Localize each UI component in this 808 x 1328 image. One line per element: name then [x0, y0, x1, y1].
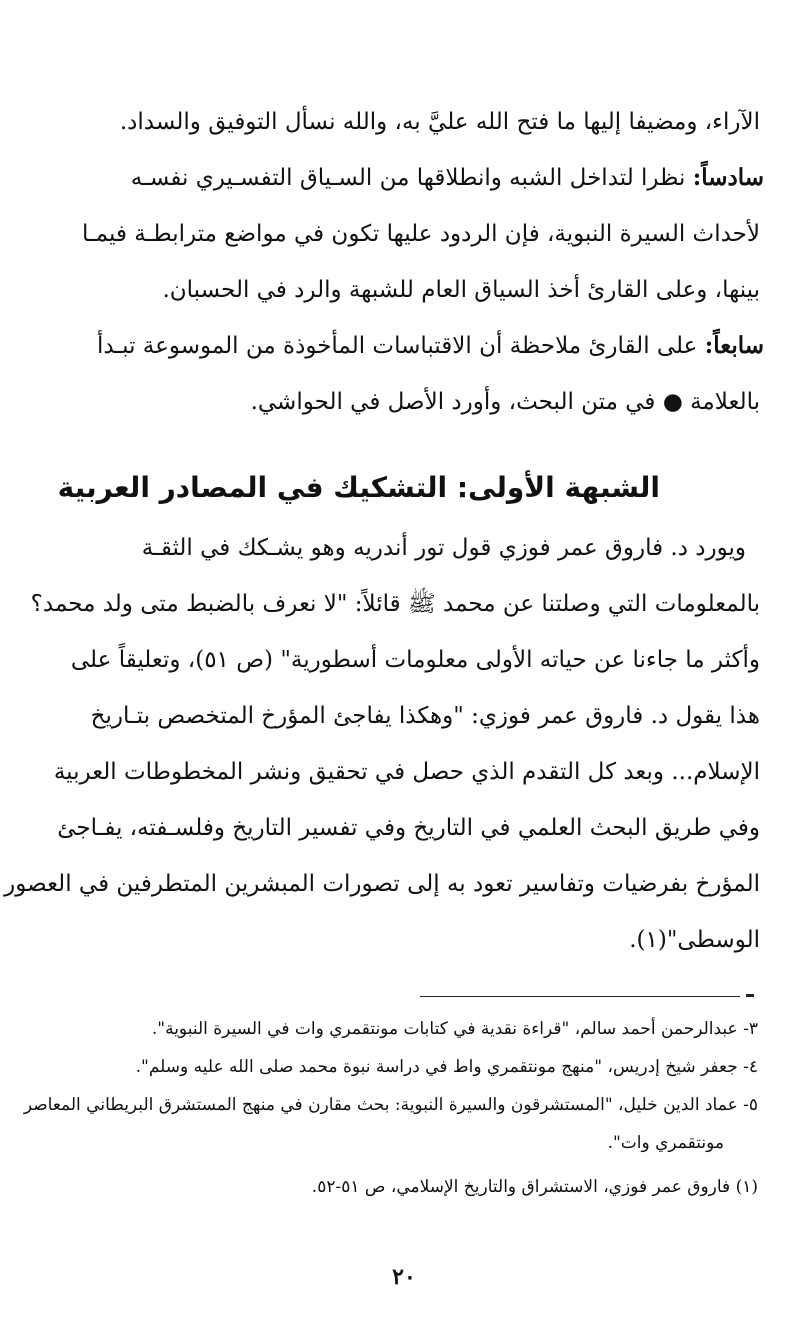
section-line-3: وأكثر ما جاءنا عن حياته الأولى معلومات أسطورية" (ص ٥١)، وتعليقاً على	[70, 647, 760, 673]
body-line-1: الآراء، ومضيفا إليها ما فتح الله عليَّ به، والله نسأل التوفيق والسداد.	[119, 109, 760, 135]
section-line-5: الإسلام... وبعد كل التقدم الذي حصل في تحقيق ونشر المخطوطات العربية	[53, 759, 760, 785]
section-line-6: وفي طريق البحث العلمي في التاريخ وفي تفسير التاريخ وفلسـفته، يفـاجئ	[57, 815, 760, 841]
footnote-1: (١) فاروق عمر فوزي، الاستشراق والتاريخ الإسلامي، ص ٥١-٥٢.	[311, 1177, 758, 1197]
body-line-2	[131, 150, 764, 206]
section-line-4: هذا يقول د. فاروق عمر فوزي: "وهكذا يفاجئ المؤرخ المتخصص بتـاريخ	[90, 703, 760, 729]
label-seventh: سابعاً:	[704, 332, 764, 359]
body-line-5-text: على القارئ ملاحظة أن الاقتباسات المأخوذة من الموسوعة تبـدأ	[96, 333, 698, 359]
footnote-5: ٥- عماد الدين خليل، "المستشرقون والسيرة النبوية: بحث مقارن في منهج المستشرق البريطاني المعاصر	[23, 1095, 758, 1115]
body-line-2-text: نظرا لتداخل الشبه وانطلاقها من السـياق التفسـيري نفسـه	[130, 165, 686, 191]
footnote-separator-mark	[746, 994, 754, 997]
section-line-1: ويورد د. فاروق عمر فوزي قول تور أندريه وهو يشـكك في الثقـة	[141, 535, 746, 561]
page-number: ٢٠	[392, 1264, 416, 1290]
body-line-4: بينها، وعلى القارئ أخذ السياق العام للشبهة والرد في الحسبان.	[162, 277, 760, 303]
body-line-5	[97, 318, 764, 374]
body-line-6: بالعلامة ● في متن البحث، وأورد الأصل في الحواشي.	[250, 389, 760, 415]
section-heading: الشبهة الأولى: التشكيك في المصادر العربية	[57, 471, 660, 504]
label-sixth: سادساً:	[692, 164, 764, 191]
body-line-3: لأحداث السيرة النبوية، فإن الردود عليها تكون في مواضع مترابطـة فيمـا	[82, 221, 760, 247]
footnote-5-cont: مونتقمري وات".	[607, 1133, 724, 1153]
section-line-2: بالمعلومات التي وصلتنا عن محمد ﷺ قائلاً: "لا نعرف بالضبط متى ولد محمد؟	[30, 591, 760, 617]
section-line-7: المؤرخ بفرضيات وتفاسير تعود به إلى تصورات المبشرين المتطرفين في العصور	[4, 871, 760, 897]
section-line-8: الوسطى"(١).	[629, 927, 760, 953]
footnote-separator	[420, 996, 740, 997]
footnote-4: ٤- جعفر شيخ إدريس، "منهج مونتقمري واط في دراسة نبوة محمد صلى الله عليه وسلم".	[135, 1057, 758, 1077]
footnote-3: ٣- عبدالرحمن أحمد سالم، "قراءة نقدية في كتابات مونتقمري وات في السيرة النبوية".	[151, 1019, 758, 1039]
